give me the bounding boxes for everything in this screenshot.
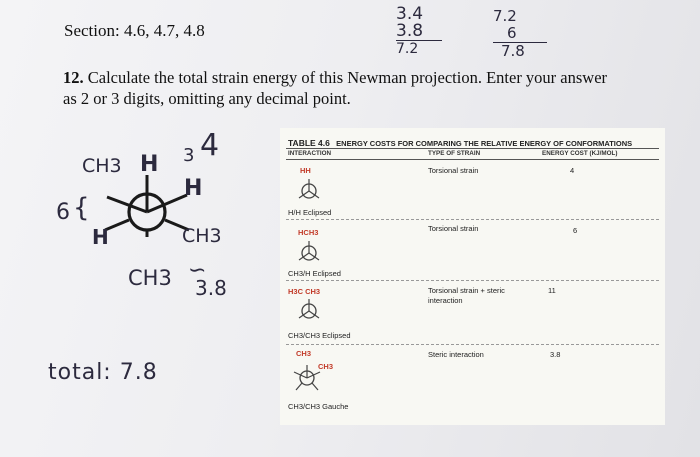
label-ch3-top: CH3 [82, 155, 122, 177]
row1-cost: 4 [570, 166, 575, 175]
row2-label: HCH3 [298, 228, 319, 237]
section-label: Section: 4.6, 4.7, 4.8 [64, 21, 205, 40]
row4-label-2: CH3 [318, 362, 334, 371]
question-text [63, 67, 623, 109]
header-interaction: INTERACTION [288, 150, 332, 157]
row3-strain: Torsional strain + steric interaction [428, 286, 505, 305]
sum1-a: 3.4 [396, 4, 424, 24]
row1-label: HH [300, 166, 311, 175]
brace-left: { [73, 193, 90, 223]
sum1-result: 7.2 [396, 41, 419, 57]
label-ch3-bottom: CH3 [128, 266, 172, 290]
handwritten-sum-2 [493, 8, 547, 60]
row1-newman-icon [294, 176, 324, 204]
row2-cost: 6 [573, 226, 578, 235]
header-cost: ENERGY COST (KJ/MOL) [542, 150, 618, 157]
row4-cost: 3.8 [550, 350, 561, 359]
row4-label: CH3 [296, 349, 312, 358]
row3-cost: 11 [548, 286, 556, 295]
energy-bottom: 3.8 [195, 276, 227, 300]
row4-caption: CH3/CH3 Gauche [288, 402, 349, 411]
row4-strain: Steric interaction [428, 350, 484, 359]
sum1-b: 3.8 [396, 23, 442, 41]
energy-top: 4 [200, 128, 220, 163]
handwritten-total: total: 7.8 [48, 360, 158, 385]
row1-strain: Torsional strain [428, 166, 479, 175]
newman-bond-right [147, 195, 187, 212]
header-strain: TYPE OF STRAIN [428, 150, 481, 157]
table-title: ENERGY COSTS FOR COMPARING THE RELATIVE ENERGY OF CONFORMATIONS [336, 139, 633, 148]
sum2-a: 7.2 [493, 7, 517, 25]
energy-left: 6 [56, 200, 70, 225]
question-body: Calculate the total strain energy of this Newman projection. Enter your answer as 2 or 3 digits, omitting any decimal point. [63, 68, 608, 108]
row2-newman-icon [294, 238, 324, 266]
row1-caption: H/H Eclipsed [288, 208, 332, 217]
label-h-left: H [92, 225, 109, 249]
table-caption [288, 138, 632, 148]
label-h-top: H [140, 152, 159, 177]
row3-caption: CH3/CH3 Eclipsed [288, 331, 351, 340]
sum2-result: 7.8 [501, 42, 525, 60]
row2-caption: CH3/H Eclipsed [288, 269, 341, 278]
question-number: 12. [63, 68, 84, 87]
label-h-right: H [184, 176, 203, 201]
energy-cost-table [280, 128, 665, 425]
squiggle-bottom: ∽ [188, 258, 207, 283]
energy-top-prefix: 3 [183, 145, 195, 166]
row4-newman-icon [290, 362, 324, 392]
handwritten-sum-1 [396, 6, 442, 58]
row3-label: H3C CH3 [288, 287, 321, 296]
row2-strain: Torsional strain [428, 224, 479, 233]
row3-newman-icon [294, 296, 324, 324]
table-number: TABLE 4.6 [288, 138, 330, 148]
newman-bond-left [107, 197, 147, 212]
sum2-b: 6 [493, 25, 547, 43]
label-ch3-right: CH3 [182, 225, 222, 247]
